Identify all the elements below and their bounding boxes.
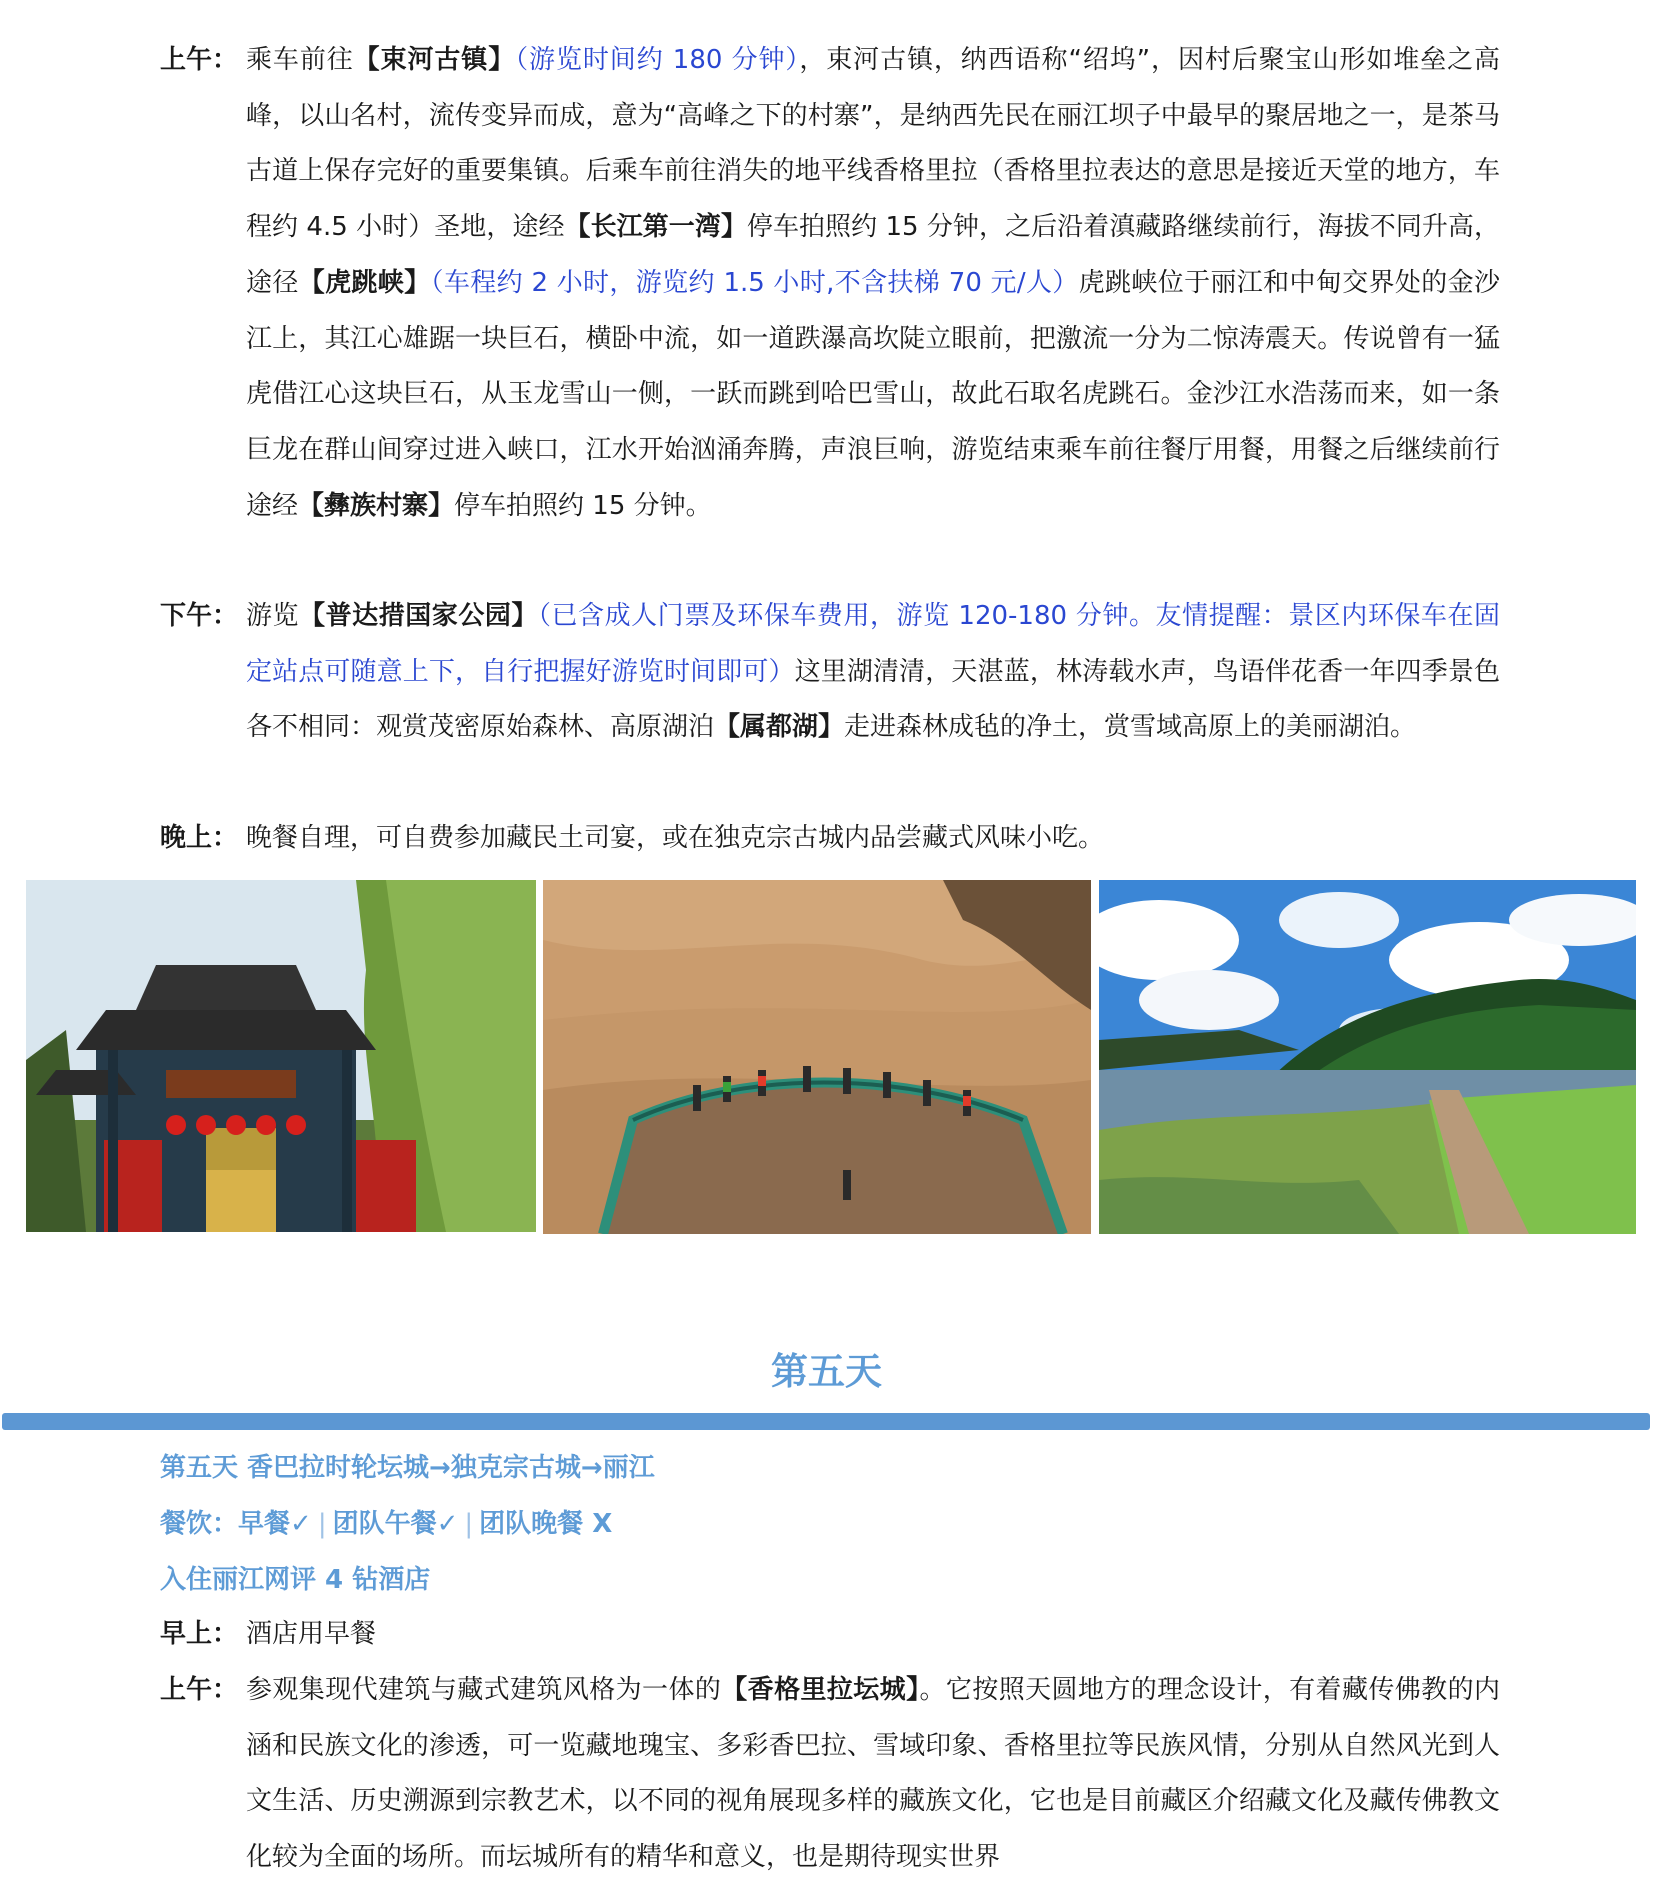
day5-morning-row xyxy=(160,1663,1500,1886)
photo-shudu-lake xyxy=(1099,880,1636,1234)
text-span: 停车拍照约 15 分钟。 xyxy=(454,490,712,521)
attraction-name: 【长江第一湾】 xyxy=(564,212,747,243)
text-span: 参观集现代建筑与藏式建筑风格为一体的 xyxy=(246,1675,722,1705)
meal-lunch: 团队午餐✓ xyxy=(332,1509,459,1539)
attraction-name: 【彝族村寨】 xyxy=(298,490,455,521)
text-span: 游览 xyxy=(246,601,300,631)
attraction-name: 【香格里拉坛城】 xyxy=(721,1675,920,1705)
meal-breakfast: 早餐✓ xyxy=(238,1509,312,1539)
text-span: 乘车前往 xyxy=(246,45,354,75)
day-heading: 第五天 xyxy=(771,1350,882,1393)
attraction-name: 【普达措国家公园】 xyxy=(299,601,538,631)
time-label: 晚上： xyxy=(160,823,239,853)
meals-label: 餐饮： xyxy=(160,1509,239,1539)
time-label: 下午： xyxy=(160,601,239,631)
day4-morning-row xyxy=(160,33,1500,534)
day4-evening-text: 晚餐自理，可自费参加藏民土司宴，或在独克宗古城内品尝藏式风味小吃。 xyxy=(246,823,1105,853)
attraction-name: 【束河古镇】 xyxy=(353,45,516,75)
day5-route: 第五天 香巴拉时轮坛城→独克宗古城→丽江 xyxy=(160,1453,655,1483)
time-label: 早上： xyxy=(160,1619,239,1649)
text-span: 停车拍照约 15 分钟，之后沿着滇藏路继续前行，海拔不同升高，途径 xyxy=(246,212,1500,298)
duration-note: （已含成人门票及环保车费用，游览 120-180 分钟。友情提醒：景区内环保车在固定站点可随意上下，自行把握好游览时间即可） xyxy=(246,601,1500,687)
duration-note: （游览时间约 180 分钟） xyxy=(515,45,800,75)
duration-note: （车程约 2 小时，游览约 1.5 小时,不含扶梯 70 元/人） xyxy=(430,267,1079,298)
attraction-name: 【虎跳峡】 xyxy=(298,267,431,298)
text-span: 走进森林成毡的净土，赏雪域高原上的美丽湖泊。 xyxy=(844,712,1417,743)
text-span: 这里湖清清，天湛蓝，林涛载水声，鸟语伴花香一年四季景色各不相同：观赏茂密原始森林、高原湖泊 xyxy=(246,656,1500,743)
day5-early-text: 酒店用早餐 xyxy=(246,1619,377,1649)
attraction-name: 【属都湖】 xyxy=(714,712,845,743)
photo-tiger-leaping-gorge xyxy=(543,880,1091,1234)
text-span: 虎跳峡位于丽江和中甸交界处的金沙江上，其江心雄踞一块巨石，横卧中流，如一道跌瀑高坎陡立眼前，把激流一分为二惊涛震天。传说曾有一猛虎借江心这块巨石，从玉龙雪山一侧，一跃而跳到哈巴雪山，故此石取名虎跳石。金沙江水浩荡而来，如一条巨龙在群山间穿过进入峡口，江水开始汹涌奔腾，声浪巨响，游览结束乘车前往餐厅用餐，用餐之后继续前行途经 xyxy=(246,267,1500,521)
text-span: 。它按照天圆地方的理念设计，有着藏传佛教的内涵和民族文化的渗透，可一览藏地瑰宝、多彩香巴拉、雪域印象、香格里拉等民族风情，分别从自然风光到人文生活、历史溯源到宗教艺术，以不同的视角展现多样的藏族文化，它也是目前藏区介绍藏文化及藏传佛教文化较为全面的场所。而坛城所有的精华和意义，也是期待现实世界 xyxy=(246,1675,1500,1873)
meal-separator: | xyxy=(464,1509,474,1539)
time-label: 上午： xyxy=(160,1675,239,1705)
time-label: 上午： xyxy=(160,45,239,75)
day5-morning-text xyxy=(246,1663,1500,1886)
day5-meals xyxy=(160,1496,612,1552)
photo-shuhe-gate xyxy=(26,880,536,1232)
day5-hotel: 入住丽江网评 4 钻酒店 xyxy=(160,1565,431,1595)
day5-early-row xyxy=(160,1607,1500,1663)
text-span: ，束河古镇，纳西语称“绍坞”，因村后聚宝山形如堆垒之高峰，以山名村，流传变异而成，意为“高峰之下的村寨”，是纳西先民在丽江坝子中最早的聚居地之一，是茶马古道上保存完好的重要集镇。后乘车前往消失的地平线香格里拉（香格里拉表达的意思是接近天堂的地方，车程约 4.5 小时）圣地，途经 xyxy=(246,45,1500,243)
day4-morning-text xyxy=(246,33,1500,534)
day4-afternoon-row xyxy=(160,589,1500,756)
heading-divider-bar xyxy=(2,1413,1650,1430)
day4-afternoon-text xyxy=(246,589,1500,756)
day4-evening-row xyxy=(160,811,1500,867)
meal-dinner: 团队晚餐 X xyxy=(479,1509,613,1539)
meal-separator: | xyxy=(317,1509,327,1539)
